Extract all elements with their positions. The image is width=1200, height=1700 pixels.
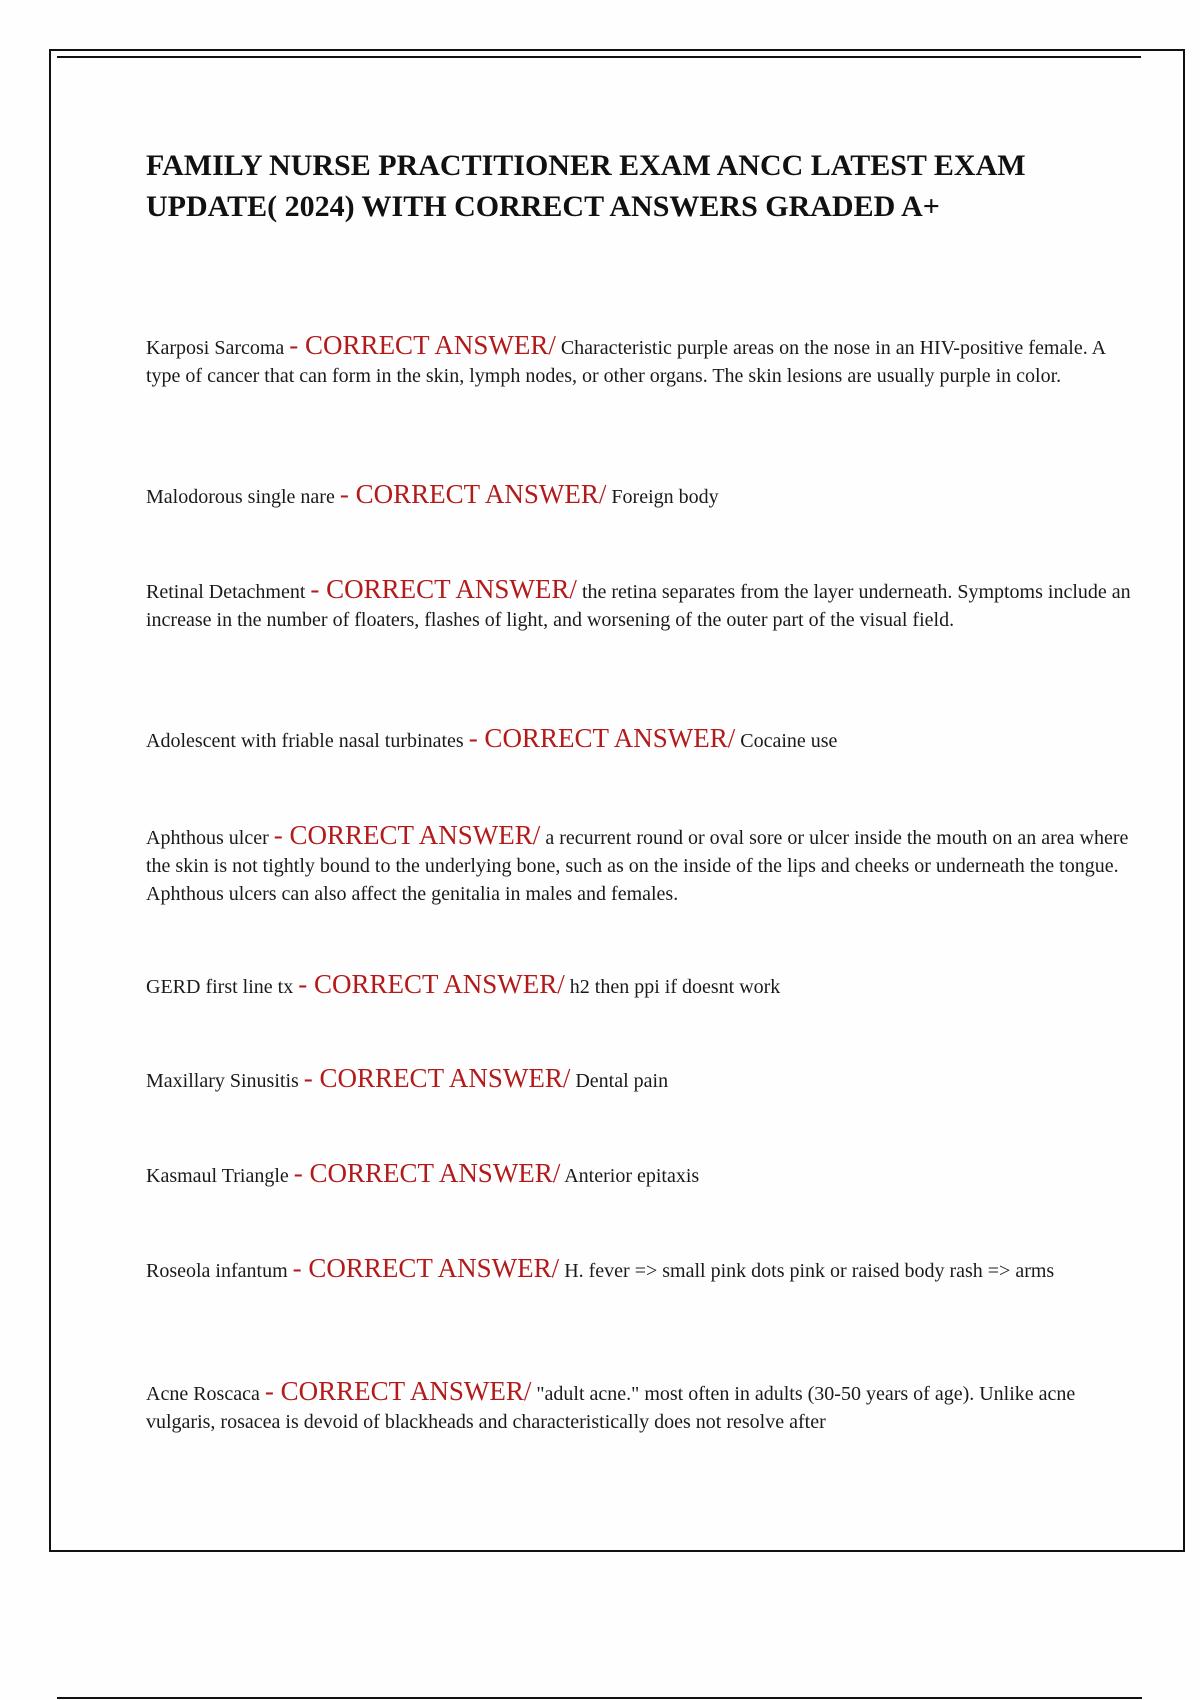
correct-answer-marker: - CORRECT ANSWER/ xyxy=(298,969,565,999)
correct-answer-marker: - CORRECT ANSWER/ xyxy=(289,330,556,360)
qa-answer: "adult acne." most often in adults (30-50 years of age). Unlike acne vulgaris, rosacea is devoid of blackheads and characteristically does not resolve after xyxy=(146,1383,1076,1433)
qa-term: Maxillary Sinusitis xyxy=(146,1070,299,1092)
correct-answer-marker: - CORRECT ANSWER/ xyxy=(339,479,607,509)
qa-answer: H. fever => small pink dots pink or raised body rash => arms xyxy=(564,1260,1055,1282)
qa-term: Aphthous ulcer xyxy=(146,827,269,849)
qa-item xyxy=(146,480,1136,511)
qa-term: Roseola infantum xyxy=(146,1260,288,1282)
qa-answer: Dental pain xyxy=(575,1070,669,1092)
qa-answer: Foreign body xyxy=(611,486,719,508)
document-title: FAMILY NURSE PRACTITIONER EXAM ANCC LATEST EXAM UPDATE( 2024) WITH CORRECT ANSWERS GRADED A+ xyxy=(146,149,1026,223)
qa-answer: Cocaine use xyxy=(740,730,838,752)
qa-term: Malodorous single nare xyxy=(146,486,335,508)
qa-answer: Characteristic purple areas on the nose in an HIV-positive female. A type of cancer that can form in the skin, lymph nodes, or other organs. The skin lesions are usually purple in color. xyxy=(146,337,1105,387)
qa-answer: a recurrent round or oval sore or ulcer inside the mouth on an area where the skin is not tightly bound to the underlying bone, such as on the inside of the lips and cheeks or underneath the tongue. Aphthous ulcers can also affect the genitalia in males and females. xyxy=(146,827,1129,905)
qa-item xyxy=(146,1377,1136,1436)
qa-item xyxy=(146,724,1136,755)
correct-answer-marker: - CORRECT ANSWER/ xyxy=(310,574,577,604)
qa-answer: Anterior epitaxis xyxy=(564,1165,700,1187)
qa-term: Karposi Sarcoma xyxy=(146,337,285,359)
qa-term: Acne Roscaca xyxy=(146,1383,260,1405)
qa-item xyxy=(146,575,1136,634)
qa-item xyxy=(146,1159,1136,1190)
qa-item xyxy=(146,970,1136,1001)
top-rule xyxy=(57,56,1141,58)
qa-answer: the retina separates from the layer underneath. Symptoms include an increase in the number of floaters, flashes of light, and worsening of the outer part of the visual field. xyxy=(146,581,1131,631)
document-page xyxy=(49,49,1185,1552)
correct-answer-marker: - CORRECT ANSWER/ xyxy=(264,1376,532,1406)
qa-term: Retinal Detachment xyxy=(146,581,306,603)
qa-item xyxy=(146,331,1136,390)
correct-answer-marker: - CORRECT ANSWER/ xyxy=(293,1158,561,1188)
qa-item xyxy=(146,1254,1136,1285)
bottom-rule xyxy=(57,1697,1142,1699)
qa-answer: h2 then ppi if doesnt work xyxy=(569,976,781,998)
correct-answer-marker: - CORRECT ANSWER/ xyxy=(468,723,736,753)
correct-answer-marker: - CORRECT ANSWER/ xyxy=(273,820,541,850)
qa-term: Adolescent with friable nasal turbinates xyxy=(146,730,464,752)
correct-answer-marker: - CORRECT ANSWER/ xyxy=(292,1253,560,1283)
qa-term: Kasmaul Triangle xyxy=(146,1165,289,1187)
qa-term: GERD first line tx xyxy=(146,976,294,998)
correct-answer-marker: - CORRECT ANSWER/ xyxy=(303,1063,571,1093)
qa-item xyxy=(146,1064,1136,1095)
qa-item xyxy=(146,821,1136,908)
